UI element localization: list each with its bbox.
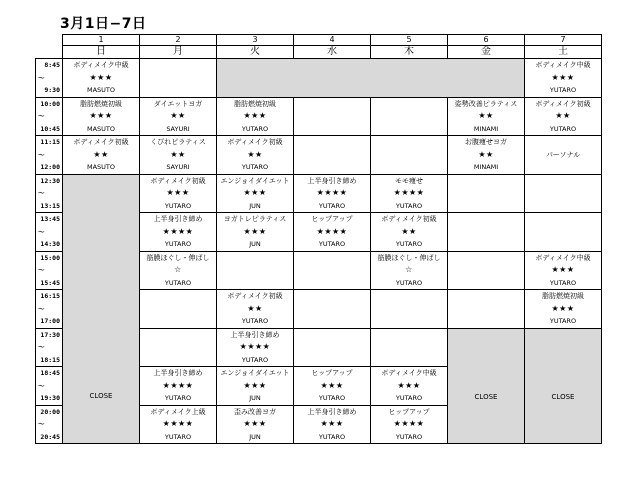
class-cell[interactable] <box>371 405 448 444</box>
time-end: 9:30 <box>44 86 60 94</box>
empty-cell <box>294 97 371 136</box>
instructor-name: MASUTO <box>86 163 116 171</box>
time-separator: ～ <box>38 227 45 236</box>
empty-cell <box>371 328 448 367</box>
class-level-stars: ★★ <box>478 149 494 159</box>
empty-cell <box>371 136 448 175</box>
class-cell[interactable] <box>140 213 217 252</box>
instructor-name: SAYURI <box>166 124 190 133</box>
instructor-name: YUTARO <box>164 201 192 210</box>
class-cell[interactable] <box>217 213 294 252</box>
class-level-stars: ☆ <box>405 265 413 274</box>
class-name: 脂肪燃焼初級 <box>80 99 122 108</box>
time-start: 11:15 <box>40 138 60 146</box>
class-level-stars: ★★ <box>247 149 263 159</box>
class-level-stars: ★★ <box>247 303 263 313</box>
time-separator: ～ <box>38 189 45 197</box>
time-cell <box>36 405 63 444</box>
time-start: 8:45 <box>44 61 60 69</box>
class-cell[interactable] <box>294 213 371 252</box>
day-name: 日 <box>63 46 140 59</box>
class-name: ボディメイク初級 <box>381 215 437 223</box>
instructor-name: YUTARO <box>241 317 269 325</box>
class-level-stars: ★★★ <box>551 72 575 82</box>
class-level-stars: ★★★ <box>243 111 267 120</box>
class-cell[interactable] <box>448 97 525 136</box>
class-name: ヒップアップ <box>311 369 353 377</box>
class-name: ボディメイク初級 <box>535 99 591 108</box>
time-separator: ～ <box>38 266 45 274</box>
class-level-stars: ★★★ <box>243 226 267 236</box>
closed-cell <box>448 328 525 444</box>
day-number: 7 <box>525 35 602 46</box>
class-cell[interactable] <box>294 174 371 213</box>
empty-cell <box>294 136 371 175</box>
time-start: 16:15 <box>40 292 60 300</box>
class-name: 上半身引き締め <box>307 176 357 185</box>
class-cell[interactable] <box>217 136 294 175</box>
instructor-name: YUTARO <box>164 432 192 441</box>
class-name: 歪み改善ヨガ <box>234 407 276 416</box>
empty-cell <box>448 213 525 252</box>
instructor-name: YUTARO <box>241 163 269 171</box>
instructor-name: MINAMI <box>473 163 499 171</box>
class-level-stars: ★★★ <box>551 265 575 274</box>
class-name: ボディメイク初級 <box>227 138 283 146</box>
time-separator: ～ <box>38 150 45 159</box>
time-cell <box>36 59 63 98</box>
instructor-name: YUTARO <box>395 394 423 402</box>
class-name: 上半身引き締め <box>307 407 357 416</box>
class-cell[interactable] <box>371 251 448 290</box>
class-name: ボディメイク中級 <box>535 61 591 69</box>
class-name: ヒップアップ <box>311 215 353 223</box>
class-cell[interactable] <box>63 59 140 98</box>
class-name: 上半身引き締め <box>230 330 280 339</box>
day-name: 火 <box>217 46 294 59</box>
class-level-stars: ★★★★ <box>162 419 194 428</box>
time-cell <box>36 136 63 175</box>
class-name: モモ痩せ <box>395 176 423 185</box>
time-cell <box>36 97 63 136</box>
class-name: エンジョイダイエット <box>220 369 290 377</box>
time-cell <box>36 367 63 406</box>
class-cell[interactable] <box>217 328 294 367</box>
class-level-stars: ★★★★ <box>239 342 271 351</box>
class-level-stars: ★★★ <box>89 72 113 82</box>
day-number: 2 <box>140 35 217 46</box>
day-name: 水 <box>294 46 371 59</box>
time-end: 19:30 <box>40 394 60 402</box>
close-label: CLOSE <box>89 392 113 400</box>
class-name: ボディメイク初級 <box>73 138 129 146</box>
class-level-stars: ★★ <box>478 111 494 120</box>
class-cell[interactable] <box>140 251 217 290</box>
day-number: 4 <box>294 35 371 46</box>
class-cell[interactable] <box>371 367 448 406</box>
schedule-table <box>35 34 602 444</box>
close-label: CLOSE <box>474 392 498 401</box>
day-name: 月 <box>140 46 217 59</box>
closed-block <box>217 59 525 98</box>
instructor-name: JUN <box>249 394 261 402</box>
instructor-name: YUTARO <box>549 317 577 325</box>
class-name: ヒップアップ <box>388 407 430 416</box>
time-start: 10:00 <box>40 99 60 108</box>
class-cell[interactable] <box>371 174 448 213</box>
instructor-name: YUTARO <box>318 240 346 248</box>
day-number: 6 <box>448 35 525 46</box>
empty-cell <box>371 290 448 329</box>
class-cell[interactable] <box>140 367 217 406</box>
instructor-name: YUTARO <box>164 240 192 248</box>
class-cell[interactable] <box>525 59 602 98</box>
class-cell[interactable] <box>63 136 140 175</box>
empty-cell <box>448 174 525 213</box>
time-end: 20:45 <box>40 432 60 441</box>
class-cell[interactable] <box>217 97 294 136</box>
class-name: ボディメイク初級 <box>150 176 206 185</box>
class-level-stars: ☆ <box>174 265 182 274</box>
instructor-name: MASUTO <box>86 86 116 94</box>
corner-blank <box>36 35 63 46</box>
class-cell[interactable] <box>448 136 525 175</box>
class-cell[interactable] <box>294 405 371 444</box>
class-name: 上半身引き締め <box>153 369 203 377</box>
time-end: 14:30 <box>40 240 60 248</box>
instructor-name: YUTARO <box>318 432 346 441</box>
close-label: CLOSE <box>551 392 575 401</box>
class-cell[interactable] <box>525 251 602 290</box>
instructor-name: MINAMI <box>473 124 499 133</box>
class-level-stars: ★★★★ <box>162 380 194 390</box>
time-cell <box>36 213 63 252</box>
class-name: くびれピラティス <box>150 138 206 146</box>
instructor-name: YUTARO <box>164 394 192 402</box>
instructor-name: YUTARO <box>395 432 423 441</box>
closed-cell <box>525 328 602 444</box>
empty-cell <box>294 328 371 367</box>
class-cell[interactable] <box>217 290 294 329</box>
time-end: 17:00 <box>40 317 60 325</box>
time-separator: ～ <box>38 343 45 351</box>
day-number: 3 <box>217 35 294 46</box>
empty-cell <box>525 213 602 252</box>
class-cell[interactable] <box>294 367 371 406</box>
time-start: 18:45 <box>40 369 60 377</box>
instructor-name: YUTARO <box>549 278 577 287</box>
day-name: 金 <box>448 46 525 59</box>
class-level-stars: ★★★ <box>320 419 344 428</box>
class-cell[interactable] <box>525 97 602 136</box>
class-level-stars: ★★★ <box>243 380 267 390</box>
class-name: 脂肪燃焼初級 <box>542 292 584 300</box>
class-name: ボディメイク初級 <box>227 292 283 300</box>
class-cell[interactable]: パーソナル <box>525 136 602 175</box>
time-cell <box>36 328 63 367</box>
class-level-stars: ★★★ <box>320 380 344 390</box>
class-name: ボディメイク中級 <box>535 253 591 262</box>
class-level-stars: ★★★★ <box>393 419 425 428</box>
time-start: 17:30 <box>40 330 60 339</box>
day-name: 土 <box>525 46 602 59</box>
class-level-stars: ★★★★ <box>316 188 348 197</box>
class-name: 脂肪燃焼初級 <box>234 99 276 108</box>
time-start: 12:30 <box>40 176 60 185</box>
class-cell[interactable] <box>63 97 140 136</box>
class-name: エンジョイダイエット <box>220 176 290 185</box>
page-title: 3月1日−7日 <box>60 16 147 32</box>
class-cell[interactable] <box>140 174 217 213</box>
class-cell[interactable] <box>140 136 217 175</box>
class-cell[interactable] <box>525 290 602 329</box>
class-name: 筋膜ほぐし・伸ばし <box>146 253 210 262</box>
instructor-name: YUTARO <box>549 124 577 133</box>
empty-cell <box>140 290 217 329</box>
time-slot-row <box>36 136 602 175</box>
class-name: 姿勢改善ピラティス <box>454 99 518 108</box>
class-level-stars: ★★ <box>401 226 417 236</box>
empty-cell <box>448 251 525 290</box>
empty-cell <box>217 251 294 290</box>
time-cell <box>36 251 63 290</box>
time-start: 13:45 <box>40 215 60 223</box>
class-cell[interactable] <box>217 174 294 213</box>
instructor-name: SAYURI <box>166 163 190 171</box>
instructor-name: JUN <box>249 201 261 210</box>
closed-cell <box>63 174 140 444</box>
class-cell[interactable] <box>140 97 217 136</box>
instructor-name: YUTARO <box>241 124 269 133</box>
day-number: 1 <box>63 35 140 46</box>
instructor-name: YUTARO <box>318 201 346 210</box>
class-level-stars: ★★★★ <box>316 226 348 236</box>
class-level-stars: ★★ <box>555 111 571 120</box>
time-end: 18:15 <box>40 355 60 364</box>
instructor-name: YUTARO <box>549 86 577 94</box>
instructor-name: YUTARO <box>241 355 269 364</box>
time-slot-row <box>36 174 602 213</box>
time-end: 13:15 <box>40 201 60 210</box>
instructor-name: JUN <box>249 432 261 441</box>
class-name: ボディメイク中級 <box>73 61 129 69</box>
class-level-stars: ★★★ <box>89 111 113 120</box>
time-start: 20:00 <box>40 407 60 416</box>
class-level-stars: ★★★ <box>243 419 267 428</box>
day-number-row <box>36 35 602 46</box>
class-level-stars: ★★★★ <box>393 188 425 197</box>
empty-cell <box>371 97 448 136</box>
instructor-name: MASUTO <box>86 124 116 133</box>
class-cell[interactable] <box>371 213 448 252</box>
class-level-stars: ★★★ <box>551 303 575 313</box>
time-end: 10:45 <box>40 124 60 133</box>
time-separator: ～ <box>38 381 45 390</box>
instructor-name: YUTARO <box>318 394 346 402</box>
class-level-stars: ★★★★ <box>162 226 194 236</box>
time-separator: ～ <box>38 73 45 82</box>
class-level-stars: ★★★ <box>397 380 421 390</box>
time-separator: ～ <box>38 112 45 120</box>
class-name: ボディメイク中級 <box>381 369 437 377</box>
corner-blank <box>36 46 63 59</box>
time-slot-row <box>36 97 602 136</box>
class-name: お腹痩せヨガ <box>465 138 507 146</box>
day-name-row <box>36 46 602 59</box>
time-slot-row <box>36 59 602 98</box>
time-end: 12:00 <box>40 163 60 171</box>
day-number: 5 <box>371 35 448 46</box>
class-level-stars: ★★ <box>93 149 109 159</box>
instructor-name: YUTARO <box>395 201 423 210</box>
day-name: 木 <box>371 46 448 59</box>
empty-cell <box>294 290 371 329</box>
class-level-stars: ★★★ <box>243 188 267 197</box>
empty-cell <box>448 290 525 329</box>
instructor-name: YUTARO <box>395 240 423 248</box>
class-name: 上半身引き締め <box>153 215 203 223</box>
class-cell[interactable] <box>140 405 217 444</box>
class-level-stars: ★★ <box>170 111 186 120</box>
empty-cell <box>140 59 217 98</box>
time-separator: ～ <box>38 304 45 313</box>
class-name: 筋膜ほぐし・伸ばし <box>377 253 441 262</box>
instructor-name: YUTARO <box>164 278 192 287</box>
class-cell[interactable] <box>217 367 294 406</box>
empty-cell <box>294 251 371 290</box>
time-start: 15:00 <box>40 253 60 262</box>
empty-cell <box>140 328 217 367</box>
empty-cell <box>525 174 602 213</box>
time-cell <box>36 290 63 329</box>
time-cell <box>36 174 63 213</box>
class-level-stars: ★★ <box>170 149 186 159</box>
class-level-stars: ★★★ <box>166 188 190 197</box>
time-end: 15:45 <box>40 278 60 287</box>
class-name: ダイエットヨガ <box>153 99 203 108</box>
class-name: ボディメイク上級 <box>150 407 206 416</box>
instructor-name: YUTARO <box>395 278 423 287</box>
class-name: ヨガトレピラティス <box>223 215 287 223</box>
instructor-name: JUN <box>249 240 261 248</box>
time-separator: ～ <box>38 420 45 428</box>
class-cell[interactable] <box>217 405 294 444</box>
